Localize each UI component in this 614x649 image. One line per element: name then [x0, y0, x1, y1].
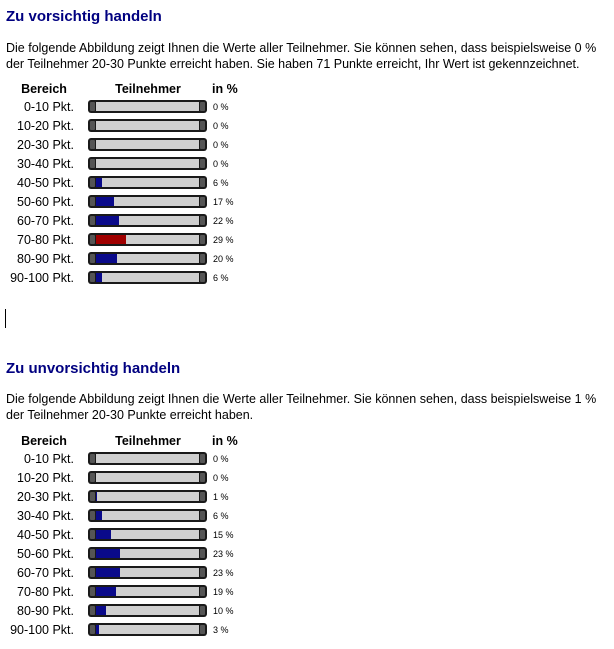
bar-cap-right [200, 235, 205, 244]
header-percent: in % [212, 81, 238, 96]
bar-track [96, 606, 199, 615]
bar-cap-right [200, 140, 205, 149]
table-row [6, 601, 238, 620]
bar-fill [96, 197, 114, 206]
bar-cap-left [90, 235, 95, 244]
range-label: 0-10 Pkt. [23, 451, 74, 466]
bar-track [96, 530, 199, 539]
range-label: 50-60 Pkt. [17, 546, 74, 561]
table-row [6, 582, 238, 601]
bar-cap-left [90, 587, 95, 596]
table-row [6, 620, 238, 639]
table-row [6, 211, 238, 230]
distribution-table [6, 432, 238, 639]
range-label: 10-20 Pkt. [17, 470, 74, 485]
bar-track [96, 197, 199, 206]
bar-cell [88, 449, 208, 468]
bar-cap-right [200, 121, 205, 130]
range-label: 20-30 Pkt. [17, 137, 74, 152]
percent-bar [88, 138, 207, 151]
bar-cap-left [90, 216, 95, 225]
bar-cell [88, 525, 208, 544]
range-label: 40-50 Pkt. [17, 175, 74, 190]
bar-cell [88, 601, 208, 620]
bar-track [96, 102, 199, 111]
bar-track [96, 235, 199, 244]
bar-track [96, 121, 199, 130]
range-label: 70-80 Pkt. [17, 584, 74, 599]
bar-fill [96, 178, 102, 187]
range-label: 80-90 Pkt. [17, 603, 74, 618]
range-label: 0-10 Pkt. [23, 99, 74, 114]
bar-cell [88, 230, 208, 249]
header-participants: Teilnehmer [115, 433, 181, 448]
bar-cap-right [200, 159, 205, 168]
bar-cell [88, 620, 208, 639]
bar-fill [96, 511, 102, 520]
table-row [6, 154, 238, 173]
percent-bar [88, 566, 207, 579]
percent-bar [88, 233, 207, 246]
bar-cap-left [90, 197, 95, 206]
section-title: Zu vorsichtig handeln [6, 8, 162, 25]
header-participants: Teilnehmer [115, 81, 181, 96]
percent-label: 0 % [213, 139, 229, 150]
bar-cap-right [200, 568, 205, 577]
table-row [6, 506, 238, 525]
percent-label: 23 % [213, 567, 234, 578]
text-cursor [5, 309, 6, 328]
percent-label: 1 % [213, 491, 229, 502]
bar-cell [88, 135, 208, 154]
bar-track [96, 587, 199, 596]
bar-cap-left [90, 473, 95, 482]
table-row [6, 468, 238, 487]
bar-cell [88, 268, 208, 287]
bar-cap-left [90, 178, 95, 187]
range-label: 90-100 Pkt. [10, 270, 74, 285]
bar-cap-right [200, 197, 205, 206]
bar-cap-left [90, 102, 95, 111]
percent-label: 20 % [213, 253, 234, 264]
bar-cap-left [90, 140, 95, 149]
percent-bar [88, 195, 207, 208]
bar-cell [88, 563, 208, 582]
percent-bar [88, 604, 207, 617]
bar-track [96, 254, 199, 263]
bar-cell [88, 154, 208, 173]
bar-cap-left [90, 530, 95, 539]
range-label: 60-70 Pkt. [17, 213, 74, 228]
bar-cap-left [90, 121, 95, 130]
bar-cap-right [200, 454, 205, 463]
table-row [6, 525, 238, 544]
bar-cap-right [200, 530, 205, 539]
bar-cap-left [90, 625, 95, 634]
range-label: 40-50 Pkt. [17, 527, 74, 542]
range-label: 30-40 Pkt. [17, 508, 74, 523]
bar-track [96, 511, 199, 520]
bar-cap-right [200, 102, 205, 111]
range-label: 60-70 Pkt. [17, 565, 74, 580]
bar-track [96, 454, 199, 463]
bar-fill [96, 568, 120, 577]
distribution-rows [6, 449, 238, 639]
table-row [6, 563, 238, 582]
table-row [6, 173, 238, 192]
percent-label: 0 % [213, 453, 229, 464]
range-label: 30-40 Pkt. [17, 156, 74, 171]
percent-label: 0 % [213, 101, 229, 112]
percent-label: 15 % [213, 529, 234, 540]
bar-cap-left [90, 454, 95, 463]
range-label: 80-90 Pkt. [17, 251, 74, 266]
bar-cell [88, 487, 208, 506]
range-label: 50-60 Pkt. [17, 194, 74, 209]
header-range: Bereich [21, 81, 67, 96]
percent-bar [88, 100, 207, 113]
range-label: 70-80 Pkt. [17, 232, 74, 247]
percent-label: 6 % [213, 272, 229, 283]
bar-cell [88, 97, 208, 116]
bar-fill [96, 549, 120, 558]
percent-label: 23 % [213, 548, 234, 559]
bar-cap-left [90, 159, 95, 168]
bar-cap-left [90, 606, 95, 615]
bar-fill [96, 254, 117, 263]
header-range: Bereich [21, 433, 67, 448]
percent-bar [88, 271, 207, 284]
bar-cap-right [200, 625, 205, 634]
bar-cap-right [200, 549, 205, 558]
bar-cell [88, 582, 208, 601]
bar-fill [96, 625, 99, 634]
table-row [6, 135, 238, 154]
bar-fill [96, 273, 102, 282]
percent-label: 3 % [213, 624, 229, 635]
table-row [6, 249, 238, 268]
section-description: Die folgende Abbildung zeigt Ihnen die Werte aller Teilnehmer. Sie können sehen, dass beispielsweise 0 % der Teilnehmer 20-30 Punkte erreicht haben. Sie haben 71 Punkte erreicht, Ihr Wert ist gekennzeichnet. [6, 41, 597, 71]
table-row [6, 116, 238, 135]
bar-cap-right [200, 178, 205, 187]
percent-bar [88, 176, 207, 189]
percent-label: 0 % [213, 472, 229, 483]
bar-track [96, 159, 199, 168]
bar-track [96, 473, 199, 482]
section-too-incautious [6, 360, 610, 639]
bar-track [96, 625, 199, 634]
range-label: 10-20 Pkt. [17, 118, 74, 133]
percent-label: 10 % [213, 605, 234, 616]
bar-fill [96, 216, 119, 225]
bar-fill-own-score [96, 235, 126, 244]
table-row [6, 230, 238, 249]
bar-cap-right [200, 606, 205, 615]
bar-fill [96, 606, 106, 615]
table-row [6, 268, 238, 287]
bar-cell [88, 192, 208, 211]
bar-track [96, 492, 199, 501]
bar-cap-left [90, 549, 95, 558]
bar-track [96, 273, 199, 282]
distribution-table [6, 80, 238, 287]
table-row [6, 487, 238, 506]
bar-track [96, 549, 199, 558]
bar-track [96, 568, 199, 577]
table-row [6, 97, 238, 116]
percent-label: 29 % [213, 234, 234, 245]
bar-fill [96, 530, 111, 539]
percent-label: 17 % [213, 196, 234, 207]
header-percent: in % [212, 433, 238, 448]
bar-cap-right [200, 511, 205, 520]
bar-track [96, 140, 199, 149]
section-description: Die folgende Abbildung zeigt Ihnen die Werte aller Teilnehmer. Sie können sehen, dass beispielsweise 1 % der Teilnehmer 20-30 Punkte erreicht haben. [6, 392, 597, 422]
bar-track [96, 178, 199, 187]
percent-bar [88, 528, 207, 541]
percent-label: 6 % [213, 177, 229, 188]
section-title: Zu unvorsichtig handeln [6, 360, 181, 377]
bar-cell [88, 544, 208, 563]
range-label: 90-100 Pkt. [10, 622, 74, 637]
bar-cell [88, 249, 208, 268]
bar-fill [96, 587, 116, 596]
bar-cap-right [200, 492, 205, 501]
percent-bar [88, 509, 207, 522]
bar-cap-left [90, 273, 95, 282]
percent-bar [88, 119, 207, 132]
percent-bar [88, 157, 207, 170]
table-row [6, 449, 238, 468]
bar-cap-left [90, 568, 95, 577]
percent-bar [88, 585, 207, 598]
percent-label: 6 % [213, 510, 229, 521]
bar-track [96, 216, 199, 225]
bar-cap-left [90, 511, 95, 520]
percent-label: 0 % [213, 158, 229, 169]
bar-cell [88, 116, 208, 135]
table-row [6, 192, 238, 211]
percent-bar [88, 471, 207, 484]
bar-cell [88, 506, 208, 525]
percent-bar [88, 547, 207, 560]
bar-cell [88, 211, 208, 230]
bar-cap-right [200, 254, 205, 263]
bar-cap-right [200, 273, 205, 282]
percent-label: 19 % [213, 586, 234, 597]
percent-bar [88, 252, 207, 265]
percent-label: 0 % [213, 120, 229, 131]
bar-fill [96, 492, 97, 501]
bar-cell [88, 173, 208, 192]
table-row [6, 544, 238, 563]
percent-label: 22 % [213, 215, 234, 226]
bar-cap-left [90, 254, 95, 263]
percent-bar [88, 214, 207, 227]
bar-cell [88, 468, 208, 487]
bar-cap-right [200, 216, 205, 225]
distribution-rows [6, 97, 238, 287]
bar-cap-right [200, 473, 205, 482]
range-label: 20-30 Pkt. [17, 489, 74, 504]
percent-bar [88, 452, 207, 465]
bar-cap-right [200, 587, 205, 596]
percent-bar [88, 623, 207, 636]
percent-bar [88, 490, 207, 503]
bar-cap-left [90, 492, 95, 501]
section-too-cautious [6, 8, 610, 287]
